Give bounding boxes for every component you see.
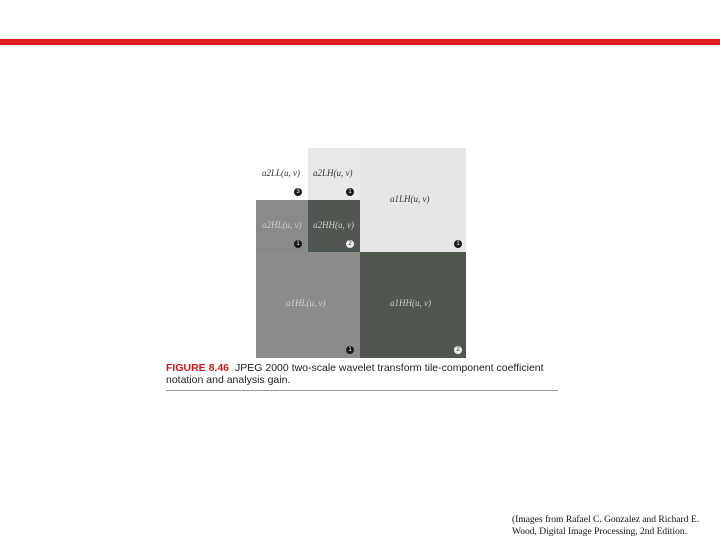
cell-label: a2LH(u, v) (313, 168, 353, 178)
wavelet-figure (256, 148, 466, 358)
caption-text: JPEG 2000 two-scale wavelet transform tile-component coefficient notation and analysis gain. (166, 362, 544, 386)
gain-badge: 2 (346, 240, 354, 248)
figure-number: FIGURE 8.46 (166, 362, 230, 374)
image-credit (512, 514, 717, 538)
top-accent-bar (0, 39, 720, 45)
credit-line-2: Wood, Digital Image Processing, 2nd Edition. (512, 527, 687, 537)
cell-a1hl (256, 252, 360, 358)
caption-divider (166, 390, 558, 391)
cell-a1hh (360, 252, 466, 358)
gain-badge: 3 (294, 188, 302, 196)
figure-caption (166, 362, 558, 386)
gain-badge: 1 (454, 240, 462, 248)
cell-a1lh (360, 148, 466, 252)
credit-line-1: (Images from Rafael C. Gonzalez and Richard E. (512, 515, 700, 525)
cell-label: a1LH(u, v) (390, 194, 430, 204)
cell-label: a1HH(u, v) (390, 298, 431, 308)
cell-label: a1HL(u, v) (286, 298, 326, 308)
cell-a2hh (308, 200, 360, 252)
cell-a2lh (308, 148, 360, 200)
cell-label: a2HH(u, v) (313, 220, 354, 230)
cell-label: a2HL(u, v) (262, 220, 302, 230)
cell-a2hl (256, 200, 308, 252)
gain-badge: 1 (346, 188, 354, 196)
gain-badge: 1 (346, 346, 354, 354)
gain-badge: 2 (454, 346, 462, 354)
gain-badge: 1 (294, 240, 302, 248)
cell-a2ll (256, 148, 308, 200)
cell-label: a2LL(u, v) (262, 168, 300, 178)
